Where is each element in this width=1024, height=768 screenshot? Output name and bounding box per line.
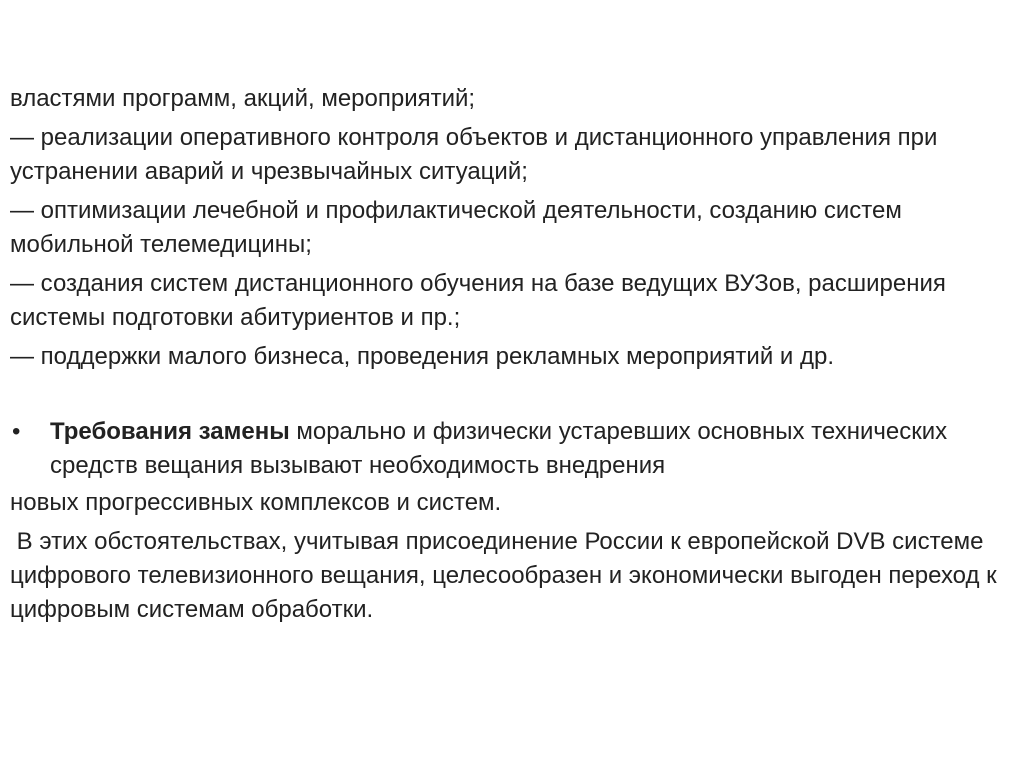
- paragraph-small-business: — поддержки малого бизнеса, проведения рекламных мероприятий и др.: [10, 343, 834, 370]
- paragraph-operational-control: — реализации оперативного контроля объектов и дистанционного управления при устранении аварий и чрезвычайных ситуаций;: [10, 124, 938, 185]
- paragraph-telemedicine: — оптимизации лечебной и профилактической деятельности, созданию систем мобильной телемедицины;: [10, 197, 902, 258]
- paragraph-new-systems: новых прогрессивных комплексов и систем.: [10, 489, 502, 516]
- paragraph-conclusion: В этих обстоятельствах, учитывая присоединение России к европейской DVB системе цифрового телевизионного вещания, целесообразен и экономически выгоден переход к цифровым системам обработки.: [10, 528, 1004, 623]
- spacer: [10, 379, 1010, 415]
- bullet-body-text: морально и физически устаревших основных технических средств вещания вызывают необходимость внедрения: [50, 418, 948, 479]
- slide-content: [10, 82, 1010, 632]
- paragraph-authorities: властями программ, акций, мероприятий;: [10, 85, 476, 112]
- bullet-item-replacement: [10, 415, 1010, 483]
- bullet-icon: •: [12, 418, 21, 445]
- bullet-bold-heading: Требования замены: [50, 418, 290, 445]
- paragraph-distance-learning: — создания систем дистанционного обучения на базе ведущих ВУЗов, расширения системы подготовки абитуриентов и пр.;: [10, 270, 946, 331]
